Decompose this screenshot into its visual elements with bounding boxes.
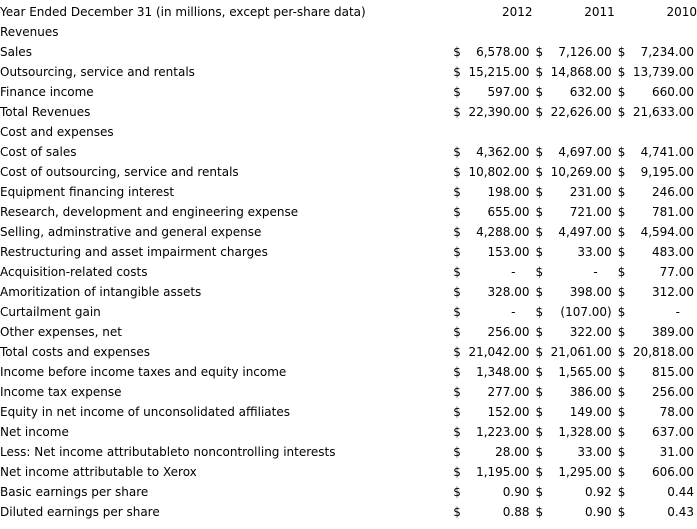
table-row bbox=[0, 62, 697, 82]
currency-symbol: $ bbox=[617, 244, 626, 259]
table-row bbox=[0, 362, 697, 382]
amount: - bbox=[675, 304, 680, 319]
value-cell bbox=[450, 102, 532, 122]
value-cell bbox=[615, 222, 697, 242]
row-label: Diluted earnings per share bbox=[0, 504, 160, 519]
row-label: Cost of outsourcing, service and rentals bbox=[0, 164, 239, 179]
row-label: Curtailment gain bbox=[0, 304, 101, 319]
amount: 386.00 bbox=[569, 384, 612, 399]
currency-symbol: $ bbox=[453, 184, 461, 199]
value-cell bbox=[615, 302, 697, 322]
amount: 4,362.00 bbox=[476, 144, 530, 159]
amount: 1,348.00 bbox=[476, 364, 530, 379]
amount: 28.00 bbox=[495, 444, 530, 459]
row-label: Research, development and engineering expense bbox=[0, 204, 299, 219]
currency-symbol: $ bbox=[453, 464, 461, 479]
currency-symbol: $ bbox=[617, 64, 626, 79]
value-cell bbox=[533, 482, 615, 502]
table-row bbox=[0, 442, 697, 462]
table-row bbox=[0, 302, 697, 322]
value-cell bbox=[615, 422, 697, 442]
value-cell bbox=[533, 402, 615, 422]
currency-symbol: $ bbox=[617, 224, 626, 239]
amount: 0.44 bbox=[667, 484, 694, 499]
currency-symbol: $ bbox=[535, 444, 544, 459]
currency-symbol: $ bbox=[453, 504, 461, 519]
amount: 6,578.00 bbox=[476, 44, 530, 59]
value-cell bbox=[615, 382, 697, 402]
table-row bbox=[0, 142, 697, 162]
value-cell bbox=[450, 382, 532, 402]
amount: 152.00 bbox=[487, 404, 530, 419]
amount: 781.00 bbox=[652, 204, 694, 219]
amount: 1,295.00 bbox=[558, 464, 612, 479]
amount: 14,868.00 bbox=[550, 64, 612, 79]
value-cell bbox=[450, 502, 532, 522]
value-cell bbox=[450, 162, 532, 182]
value-cell bbox=[533, 122, 615, 142]
row-label: Acquisition-related costs bbox=[0, 264, 148, 279]
amount: 10,802.00 bbox=[468, 164, 530, 179]
value-cell bbox=[533, 202, 615, 222]
currency-symbol: $ bbox=[453, 64, 461, 79]
amount: 4,594.00 bbox=[640, 224, 694, 239]
amount: 4,288.00 bbox=[476, 224, 530, 239]
row-label: Amoritization of intangible assets bbox=[0, 284, 202, 299]
value-cell bbox=[533, 22, 615, 42]
currency-symbol: $ bbox=[535, 344, 544, 359]
currency-symbol: $ bbox=[453, 484, 461, 499]
year-header-2010: 2010 bbox=[666, 4, 697, 19]
amount: 389.00 bbox=[652, 324, 694, 339]
value-cell bbox=[533, 162, 615, 182]
amount: 22,626.00 bbox=[550, 104, 612, 119]
currency-symbol: $ bbox=[617, 484, 626, 499]
amount: 0.90 bbox=[502, 484, 530, 499]
amount: 632.00 bbox=[569, 84, 612, 99]
value-cell bbox=[533, 142, 615, 162]
currency-symbol: $ bbox=[617, 204, 626, 219]
amount: 1,565.00 bbox=[558, 364, 612, 379]
amount: 231.00 bbox=[569, 184, 612, 199]
row-label: Total costs and expenses bbox=[0, 344, 150, 359]
currency-symbol: $ bbox=[535, 164, 544, 179]
amount: 20,818.00 bbox=[632, 344, 694, 359]
currency-symbol: $ bbox=[453, 384, 461, 399]
row-label: Net income attributable to Xerox bbox=[0, 464, 197, 479]
table-row bbox=[0, 162, 697, 182]
value-cell bbox=[450, 202, 532, 222]
amount: 13,739.00 bbox=[632, 64, 694, 79]
table-row bbox=[0, 182, 697, 202]
amount: 328.00 bbox=[487, 284, 530, 299]
currency-symbol: $ bbox=[535, 484, 544, 499]
currency-symbol: $ bbox=[535, 204, 544, 219]
value-cell bbox=[615, 262, 697, 282]
amount: 483.00 bbox=[652, 244, 694, 259]
currency-symbol: $ bbox=[535, 424, 544, 439]
amount: - bbox=[511, 304, 516, 319]
currency-symbol: $ bbox=[453, 324, 461, 339]
currency-symbol: $ bbox=[453, 104, 461, 119]
table-row bbox=[0, 122, 697, 142]
amount: 7,126.00 bbox=[558, 44, 612, 59]
row-label: Total Revenues bbox=[0, 104, 91, 119]
value-cell bbox=[450, 22, 532, 42]
amount: - bbox=[593, 264, 598, 279]
value-cell bbox=[615, 162, 697, 182]
amount: 4,697.00 bbox=[558, 144, 612, 159]
currency-symbol: $ bbox=[535, 364, 544, 379]
currency-symbol: $ bbox=[617, 384, 626, 399]
amount: 9,195.00 bbox=[640, 164, 694, 179]
value-cell bbox=[615, 462, 697, 482]
value-cell bbox=[615, 182, 697, 202]
row-label: Outsourcing, service and rentals bbox=[0, 64, 195, 79]
table-row bbox=[0, 462, 697, 482]
currency-symbol: $ bbox=[535, 244, 544, 259]
amount: 721.00 bbox=[569, 204, 612, 219]
amount: 33.00 bbox=[577, 444, 612, 459]
amount: 256.00 bbox=[652, 384, 694, 399]
amount: 4,497.00 bbox=[558, 224, 612, 239]
table-row bbox=[0, 482, 697, 502]
year-header-2011: 2011 bbox=[584, 4, 615, 19]
table-row bbox=[0, 22, 697, 42]
value-cell bbox=[533, 422, 615, 442]
amount: 15,215.00 bbox=[468, 64, 530, 79]
currency-symbol: $ bbox=[617, 44, 626, 59]
value-cell bbox=[450, 422, 532, 442]
row-label: Net income bbox=[0, 424, 69, 439]
currency-symbol: $ bbox=[617, 444, 626, 459]
amount: 637.00 bbox=[652, 424, 694, 439]
value-cell bbox=[533, 322, 615, 342]
table-row bbox=[0, 402, 697, 422]
row-label: Basic earnings per share bbox=[0, 484, 149, 499]
value-cell bbox=[533, 462, 615, 482]
amount: 21,633.00 bbox=[632, 104, 694, 119]
currency-symbol: $ bbox=[535, 224, 544, 239]
currency-symbol: $ bbox=[617, 84, 626, 99]
value-cell bbox=[450, 342, 532, 362]
table-row bbox=[0, 202, 697, 222]
amount: 1,195.00 bbox=[476, 464, 530, 479]
amount: 7,234.00 bbox=[640, 44, 694, 59]
currency-symbol: $ bbox=[535, 464, 544, 479]
value-cell bbox=[450, 242, 532, 262]
table-row bbox=[0, 422, 697, 442]
currency-symbol: $ bbox=[535, 84, 544, 99]
value-cell bbox=[533, 262, 615, 282]
value-cell bbox=[533, 502, 615, 522]
currency-symbol: $ bbox=[453, 424, 461, 439]
currency-symbol: $ bbox=[617, 184, 626, 199]
value-cell bbox=[615, 82, 697, 102]
value-cell bbox=[450, 62, 532, 82]
table-row bbox=[0, 502, 697, 522]
value-cell bbox=[450, 262, 532, 282]
currency-symbol: $ bbox=[617, 504, 626, 519]
amount: (107.00) bbox=[560, 304, 612, 319]
value-cell bbox=[450, 182, 532, 202]
amount: - bbox=[511, 264, 516, 279]
value-cell bbox=[450, 42, 532, 62]
amount: 312.00 bbox=[652, 284, 694, 299]
value-cell bbox=[450, 322, 532, 342]
value-cell bbox=[615, 482, 697, 502]
table-row bbox=[0, 82, 697, 102]
amount: 78.00 bbox=[659, 404, 694, 419]
value-cell bbox=[450, 82, 532, 102]
table-row bbox=[0, 262, 697, 282]
value-cell bbox=[450, 122, 532, 142]
currency-symbol: $ bbox=[617, 404, 626, 419]
currency-symbol: $ bbox=[453, 364, 461, 379]
currency-symbol: $ bbox=[535, 284, 544, 299]
currency-symbol: $ bbox=[535, 144, 544, 159]
currency-symbol: $ bbox=[535, 304, 544, 319]
value-cell bbox=[533, 62, 615, 82]
amount: 0.92 bbox=[585, 484, 612, 499]
amount: 256.00 bbox=[487, 324, 530, 339]
amount: 77.00 bbox=[659, 264, 694, 279]
value-cell bbox=[450, 222, 532, 242]
row-label: Sales bbox=[0, 44, 32, 59]
currency-symbol: $ bbox=[453, 144, 461, 159]
value-cell bbox=[450, 482, 532, 502]
value-cell bbox=[533, 42, 615, 62]
row-label: Income tax expense bbox=[0, 384, 122, 399]
amount: 246.00 bbox=[652, 184, 694, 199]
currency-symbol: $ bbox=[617, 164, 626, 179]
value-cell bbox=[615, 22, 697, 42]
value-cell bbox=[533, 82, 615, 102]
income-statement-table bbox=[0, 2, 697, 522]
amount: 198.00 bbox=[487, 184, 530, 199]
amount: 606.00 bbox=[652, 464, 694, 479]
value-cell bbox=[615, 102, 697, 122]
currency-symbol: $ bbox=[617, 264, 626, 279]
amount: 1,223.00 bbox=[476, 424, 530, 439]
currency-symbol: $ bbox=[535, 404, 544, 419]
currency-symbol: $ bbox=[453, 84, 461, 99]
value-cell bbox=[615, 322, 697, 342]
currency-symbol: $ bbox=[535, 184, 544, 199]
amount: 22,390.00 bbox=[468, 104, 530, 119]
value-cell bbox=[533, 302, 615, 322]
currency-symbol: $ bbox=[453, 444, 461, 459]
value-cell bbox=[615, 282, 697, 302]
value-cell bbox=[450, 282, 532, 302]
row-label: Selling, adminstrative and general expense bbox=[0, 224, 262, 239]
row-label: Other expenses, net bbox=[0, 324, 122, 339]
value-cell bbox=[533, 362, 615, 382]
value-cell bbox=[450, 142, 532, 162]
row-label: Equity in net income of unconsolidated affiliates bbox=[0, 404, 290, 419]
amount: 815.00 bbox=[652, 364, 694, 379]
currency-symbol: $ bbox=[617, 364, 626, 379]
currency-symbol: $ bbox=[453, 164, 461, 179]
value-cell bbox=[533, 382, 615, 402]
value-cell bbox=[533, 182, 615, 202]
currency-symbol: $ bbox=[617, 284, 626, 299]
value-cell bbox=[615, 202, 697, 222]
amount: 21,061.00 bbox=[550, 344, 612, 359]
currency-symbol: $ bbox=[453, 304, 461, 319]
table-row bbox=[0, 222, 697, 242]
value-cell bbox=[615, 442, 697, 462]
table-row bbox=[0, 382, 697, 402]
value-cell bbox=[615, 62, 697, 82]
currency-symbol: $ bbox=[453, 204, 461, 219]
currency-symbol: $ bbox=[617, 304, 626, 319]
value-cell bbox=[615, 342, 697, 362]
value-cell bbox=[533, 242, 615, 262]
value-cell bbox=[615, 142, 697, 162]
amount: 655.00 bbox=[487, 204, 530, 219]
amount: 153.00 bbox=[487, 244, 530, 259]
table-row bbox=[0, 242, 697, 262]
value-cell bbox=[615, 502, 697, 522]
value-cell bbox=[533, 442, 615, 462]
row-label: Cost of sales bbox=[0, 144, 77, 159]
table-row bbox=[0, 282, 697, 302]
amount: 597.00 bbox=[487, 84, 530, 99]
currency-symbol: $ bbox=[453, 404, 461, 419]
amount: 322.00 bbox=[569, 324, 612, 339]
currency-symbol: $ bbox=[535, 64, 544, 79]
row-label: Cost and expenses bbox=[0, 124, 114, 139]
currency-symbol: $ bbox=[453, 224, 461, 239]
table-row bbox=[0, 42, 697, 62]
currency-symbol: $ bbox=[535, 384, 544, 399]
row-label: Equipment financing interest bbox=[0, 184, 175, 199]
currency-symbol: $ bbox=[617, 144, 626, 159]
table-row bbox=[0, 102, 697, 122]
currency-symbol: $ bbox=[535, 264, 544, 279]
currency-symbol: $ bbox=[617, 344, 626, 359]
year-header-2012: 2012 bbox=[501, 4, 533, 19]
value-cell bbox=[450, 442, 532, 462]
amount: 33.00 bbox=[577, 244, 612, 259]
amount: 398.00 bbox=[569, 284, 612, 299]
amount: 0.88 bbox=[502, 504, 530, 519]
amount: 4,741.00 bbox=[640, 144, 694, 159]
table-row bbox=[0, 322, 697, 342]
value-cell bbox=[450, 362, 532, 382]
amount: 149.00 bbox=[569, 404, 612, 419]
currency-symbol: $ bbox=[617, 324, 626, 339]
currency-symbol: $ bbox=[535, 44, 544, 59]
amount: 1,328.00 bbox=[558, 424, 612, 439]
row-label: Restructuring and asset impairment charges bbox=[0, 244, 268, 259]
currency-symbol: $ bbox=[617, 464, 626, 479]
currency-symbol: $ bbox=[535, 104, 544, 119]
currency-symbol: $ bbox=[535, 504, 544, 519]
amount: 10,269.00 bbox=[550, 164, 612, 179]
value-cell bbox=[615, 402, 697, 422]
value-cell bbox=[615, 42, 697, 62]
currency-symbol: $ bbox=[535, 324, 544, 339]
value-cell bbox=[450, 302, 532, 322]
value-cell bbox=[533, 342, 615, 362]
value-cell bbox=[450, 402, 532, 422]
currency-symbol: $ bbox=[453, 264, 461, 279]
row-label: Income before income taxes and equity income bbox=[0, 364, 287, 379]
header-label: Year Ended December 31 (in millions, except per-share data) bbox=[0, 4, 366, 19]
value-cell bbox=[450, 462, 532, 482]
currency-symbol: $ bbox=[617, 104, 626, 119]
amount: 0.43 bbox=[667, 504, 694, 519]
row-label: Finance income bbox=[0, 84, 94, 99]
row-label: Less: Net income attributableto noncontrolling interests bbox=[0, 444, 336, 459]
currency-symbol: $ bbox=[453, 244, 461, 259]
amount: 0.90 bbox=[585, 504, 612, 519]
amount: 277.00 bbox=[487, 384, 530, 399]
amount: 660.00 bbox=[652, 84, 694, 99]
amount: 31.00 bbox=[659, 444, 694, 459]
value-cell bbox=[533, 102, 615, 122]
value-cell bbox=[533, 282, 615, 302]
value-cell bbox=[533, 222, 615, 242]
currency-symbol: $ bbox=[453, 344, 461, 359]
table-row bbox=[0, 342, 697, 362]
value-cell bbox=[615, 362, 697, 382]
currency-symbol: $ bbox=[453, 284, 461, 299]
header-row bbox=[0, 2, 697, 22]
value-cell bbox=[615, 122, 697, 142]
currency-symbol: $ bbox=[453, 44, 461, 59]
value-cell bbox=[615, 242, 697, 262]
currency-symbol: $ bbox=[617, 424, 626, 439]
row-label: Revenues bbox=[0, 24, 59, 39]
amount: 21,042.00 bbox=[468, 344, 530, 359]
